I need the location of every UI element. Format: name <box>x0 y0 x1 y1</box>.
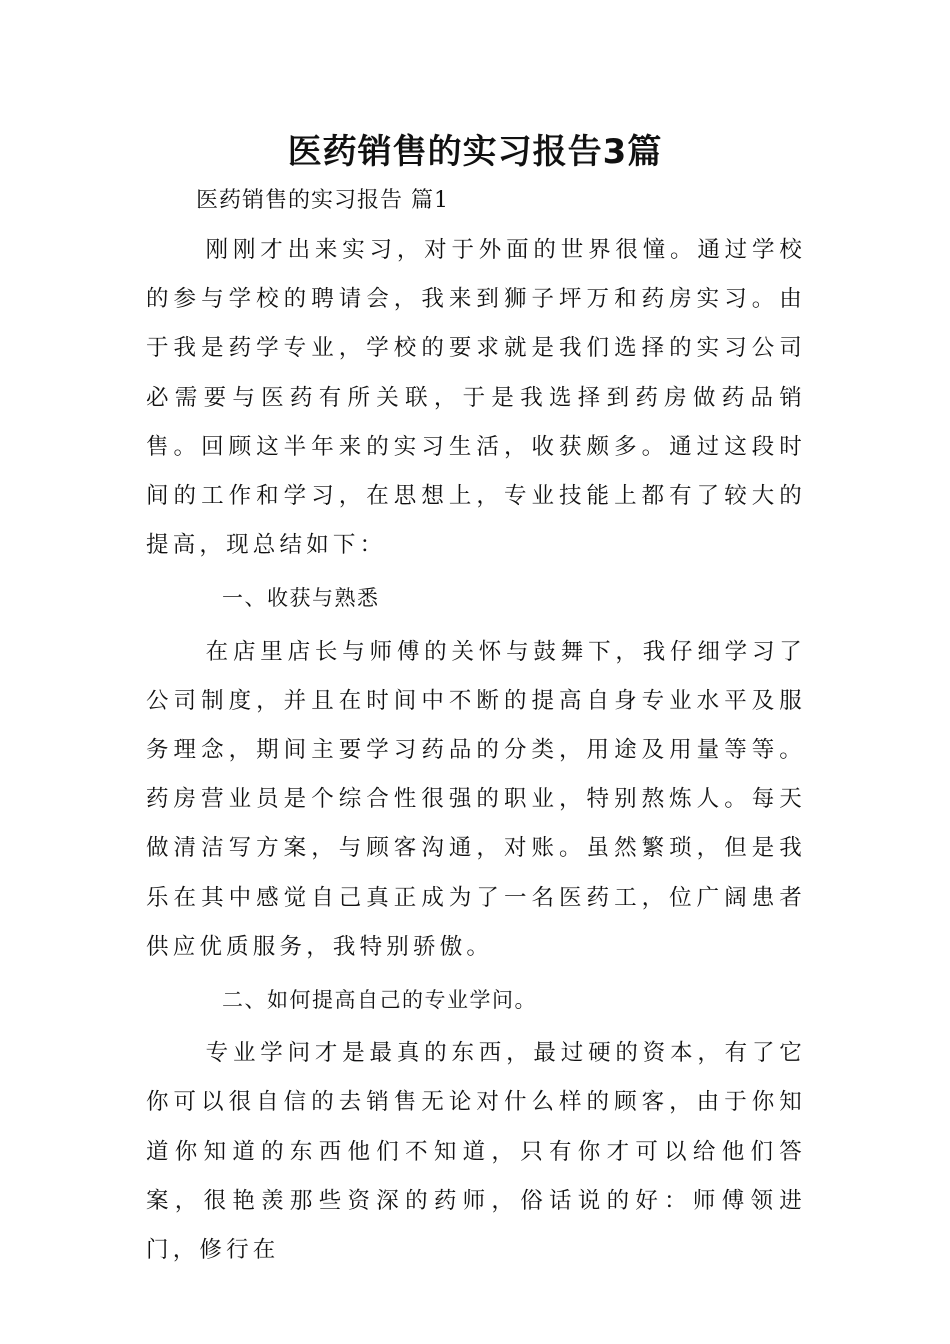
document-body <box>146 226 806 1279</box>
section-subtitle: 医药销售的实习报告 篇1 <box>196 188 449 213</box>
heading-gains: 一、收获与熟悉 <box>222 586 380 611</box>
paragraph-intro: 刚刚才出来实习，对于外面的世界很憧。通过学校的参与学校的聘请会，我来到狮子坪万和药房实习。由于我是药学专业，学校的要求就是我们选择的实习公司必需要与医药有所关联，于是我选择到药房做药品销售。回顾这半年来的实习生活，收获颇多。通过这段时间的工作和学习，在思想上，专业技能上都有了较大的提高，现总结如下： <box>146 237 806 559</box>
document-title: 医药销售的实习报告3篇 <box>287 132 663 172</box>
paragraph-gains: 在店里店长与师傅的关怀与鼓舞下，我仔细学习了公司制度，并且在时间中不断的提高自身专业水平及服务理念，期间主要学习药品的分类，用途及用量等等。药房营业员是个综合性很强的职业，特别熬炼人。每天做清洁写方案，与顾客沟通，对账。虽然繁琐，但是我乐在其中感觉自己真正成为了一名医药工，位广阔患者供应优质服务，我特别骄傲。 <box>146 638 806 960</box>
heading-improve: 二、如何提高自己的专业学问。 <box>222 988 537 1013</box>
paragraph-improve: 专业学问才是最真的东西，最过硬的资本，有了它你可以很自信的去销售无论对什么样的顾客，由于你知道你知道的东西他们不知道，只有你才可以给他们答案，很艳羡那些资深的药师，俗话说的好：师傅领进门，修行在 <box>146 1040 806 1264</box>
